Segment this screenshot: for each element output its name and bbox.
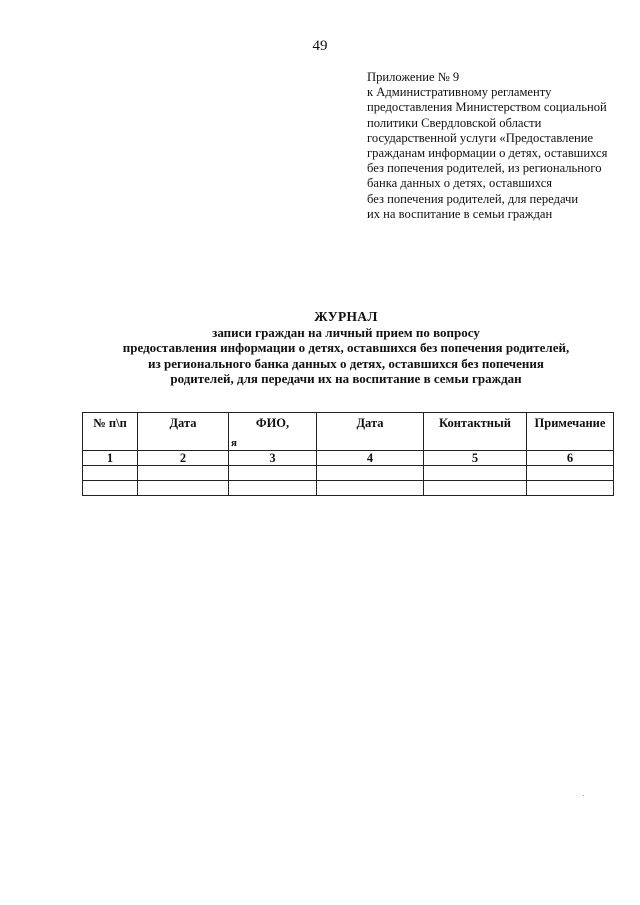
appendix-line: к Административному регламенту <box>367 85 552 100</box>
col-header-fio <box>229 413 317 451</box>
appendix-line: гражданам информации о детях, оставшихся <box>367 146 608 161</box>
table-cell <box>229 466 317 481</box>
col-header-fio-label: ФИО, <box>255 416 290 430</box>
table-cell <box>83 481 138 496</box>
table-cell <box>527 481 614 496</box>
appendix-line: предоставления Министерством социальной <box>367 100 607 115</box>
appendix-line: Приложение № 9 <box>367 70 460 84</box>
appendix-line: без попечения родителей, для передачи <box>367 191 579 206</box>
appendix-line: политики Свердловской области <box>367 115 542 130</box>
table-cell <box>83 466 138 481</box>
table-cell <box>229 481 317 496</box>
column-number: 5 <box>424 451 527 466</box>
column-number: 3 <box>229 451 317 466</box>
title-line: родителей, для передачи их на воспитание в семьи граждан <box>170 371 522 386</box>
table-row <box>83 466 614 481</box>
title-heading: ЖУРНАЛ <box>314 309 378 324</box>
column-number: 6 <box>527 451 614 466</box>
table-cell <box>317 481 424 496</box>
page-number: 49 <box>312 38 328 54</box>
title-line: предоставления информации о детях, оставшихся без попечения родителей, <box>122 340 570 355</box>
col-header-number: № п\п <box>83 413 138 451</box>
col-header-date-2: Дата <box>317 413 424 451</box>
title-line: из регионального банка данных о детях, оставшихся без попечения <box>148 355 544 371</box>
table-header-row <box>83 413 614 451</box>
appendix-line: банка данных о детях, оставшихся <box>367 176 553 191</box>
table-cell <box>527 466 614 481</box>
column-number: 1 <box>83 451 138 466</box>
title-line: записи граждан на личный прием по вопросу <box>212 324 480 340</box>
column-number: 4 <box>317 451 424 466</box>
table-cell <box>424 466 527 481</box>
table-cell <box>424 481 527 496</box>
appendix-header <box>367 70 629 222</box>
scan-speck <box>583 795 584 796</box>
journal-title <box>100 309 592 387</box>
appendix-line: их на воспитание в семьи граждан <box>367 206 553 221</box>
col-header-note: Примечание <box>527 413 614 451</box>
appendix-line: без попечения родителей, из регионального <box>367 161 602 176</box>
table-cell <box>138 481 229 496</box>
column-number: 2 <box>138 451 229 466</box>
table-row <box>83 481 614 496</box>
table-cell <box>138 466 229 481</box>
col-header-contact: Контактный <box>424 413 527 451</box>
table-number-row <box>83 451 614 466</box>
appendix-line: государственной услуги «Предоставление <box>367 130 594 145</box>
table-cell <box>317 466 424 481</box>
col-header-fio-suffix: я <box>231 437 237 449</box>
journal-table <box>82 412 614 496</box>
col-header-date: Дата <box>138 413 229 451</box>
